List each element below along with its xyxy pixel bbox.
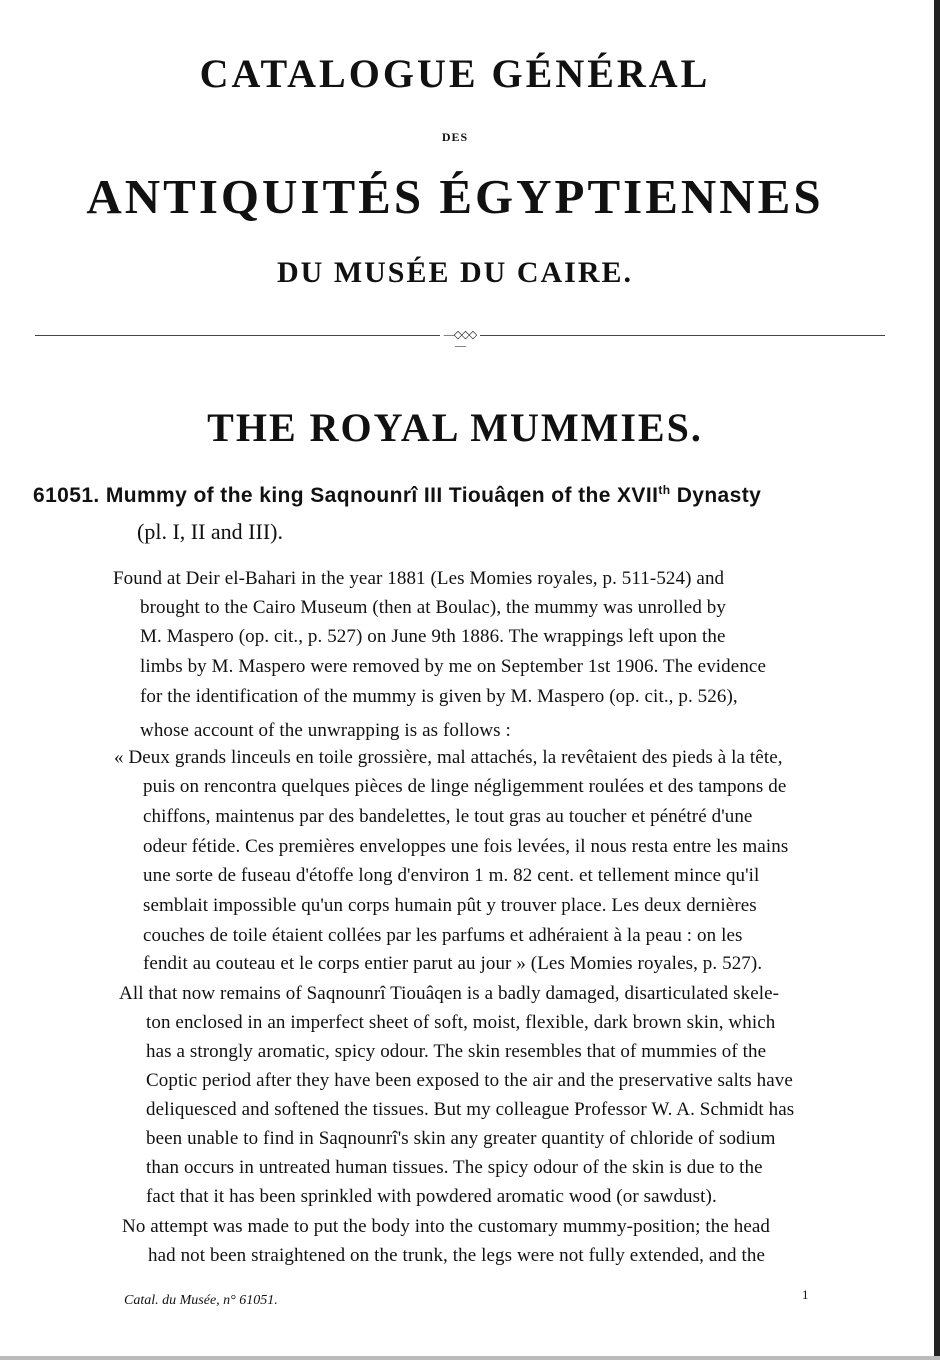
catalogue-title: CATALOGUE GÉNÉRAL [199,51,711,96]
divider-ornament: —◇◇◇— [440,330,480,352]
quote-line: odeur fétide. Ces premières enveloppes une fois levées, il nous resta entre les mains [143,836,789,857]
body-line: Coptic period after they have been exposed to the air and the preservative salts have [146,1070,793,1091]
body-line: fact that it has been sprinkled with powdered aromatic wood (or sawdust). [146,1186,717,1207]
body-line: Found at Deir el-Bahari in the year 1881 (Les Momies royales, p. 511-524) and [113,568,725,589]
title-connector: DES [441,130,469,144]
body-line: limbs by M. Maspero were removed by me on September 1st 1906. The evidence [140,656,766,677]
quote-line: couches de toile étaient collées par les parfums et adhéraient à la peau : on les [143,925,743,946]
entry-heading: 61051. Mummy of the king Saqnounrî III Tiouâqen of the XVIIth Dynasty [33,483,762,507]
page-edge-shadow [934,0,940,1360]
body-line: whose account of the unwrapping is as follows : [140,720,511,741]
body-line: deliquesced and softened the tissues. But my colleague Professor W. A. Schmidt has [146,1099,795,1120]
body-line: M. Maspero (op. cit., p. 527) on June 9th 1886. The wrappings left upon the [140,626,726,647]
body-line: been unable to find in Saqnounrî's skin any greater quantity of chloride of sodium [146,1128,776,1149]
section-title: THE ROYAL MUMMIES. [207,405,703,450]
body-line: had not been straightened on the trunk, the legs were not fully extended, and the [148,1245,765,1266]
body-line: has a strongly aromatic, spicy odour. The skin resembles that of mummies of the [146,1041,767,1062]
quote-line: fendit au couteau et le corps entier parut au jour » (Les Momies royales, p. 527). [143,953,763,974]
body-line: ton enclosed in an imperfect sheet of soft, moist, flexible, dark brown skin, which [146,1012,776,1033]
museum-title: DU MUSÉE DU CAIRE. [276,256,634,289]
catalog-reference: Catal. du Musée, n° 61051. [124,1293,278,1308]
entry-plates: (pl. I, II and III). [137,519,283,544]
quote-line: semblait impossible qu'un corps humain pût y trouver place. Les deux dernières [143,895,757,916]
body-line: for the identification of the mummy is given by M. Maspero (op. cit., p. 526), [140,686,738,707]
body-line: than occurs in untreated human tissues. The spicy odour of the skin is due to the [146,1157,763,1178]
antiquities-title: ANTIQUITÉS ÉGYPTIENNES [86,169,824,224]
quote-line: une sorte de fuseau d'étoffe long d'environ 1 m. 82 cent. et tellement mince qu'il [143,865,760,886]
page-bottom-edge [0,1356,940,1360]
body-line: No attempt was made to put the body into the customary mummy-position; the head [122,1216,770,1237]
page-number: 1 [802,1287,809,1302]
quote-line: « Deux grands linceuls en toile grossière, mal attachés, la revêtaient des pieds à la tête, [114,747,783,768]
quote-line: chiffons, maintenus par des bandelettes, le tout gras au toucher et pénétré d'une [143,806,753,827]
body-line: brought to the Cairo Museum (then at Boulac), the mummy was unrolled by [140,597,726,618]
quote-line: puis on rencontra quelques pièces de linge négligemment roulées et des tampons de [143,776,787,797]
body-line: All that now remains of Saqnounrî Tiouâqen is a badly damaged, disarticulated skele- [119,983,780,1004]
